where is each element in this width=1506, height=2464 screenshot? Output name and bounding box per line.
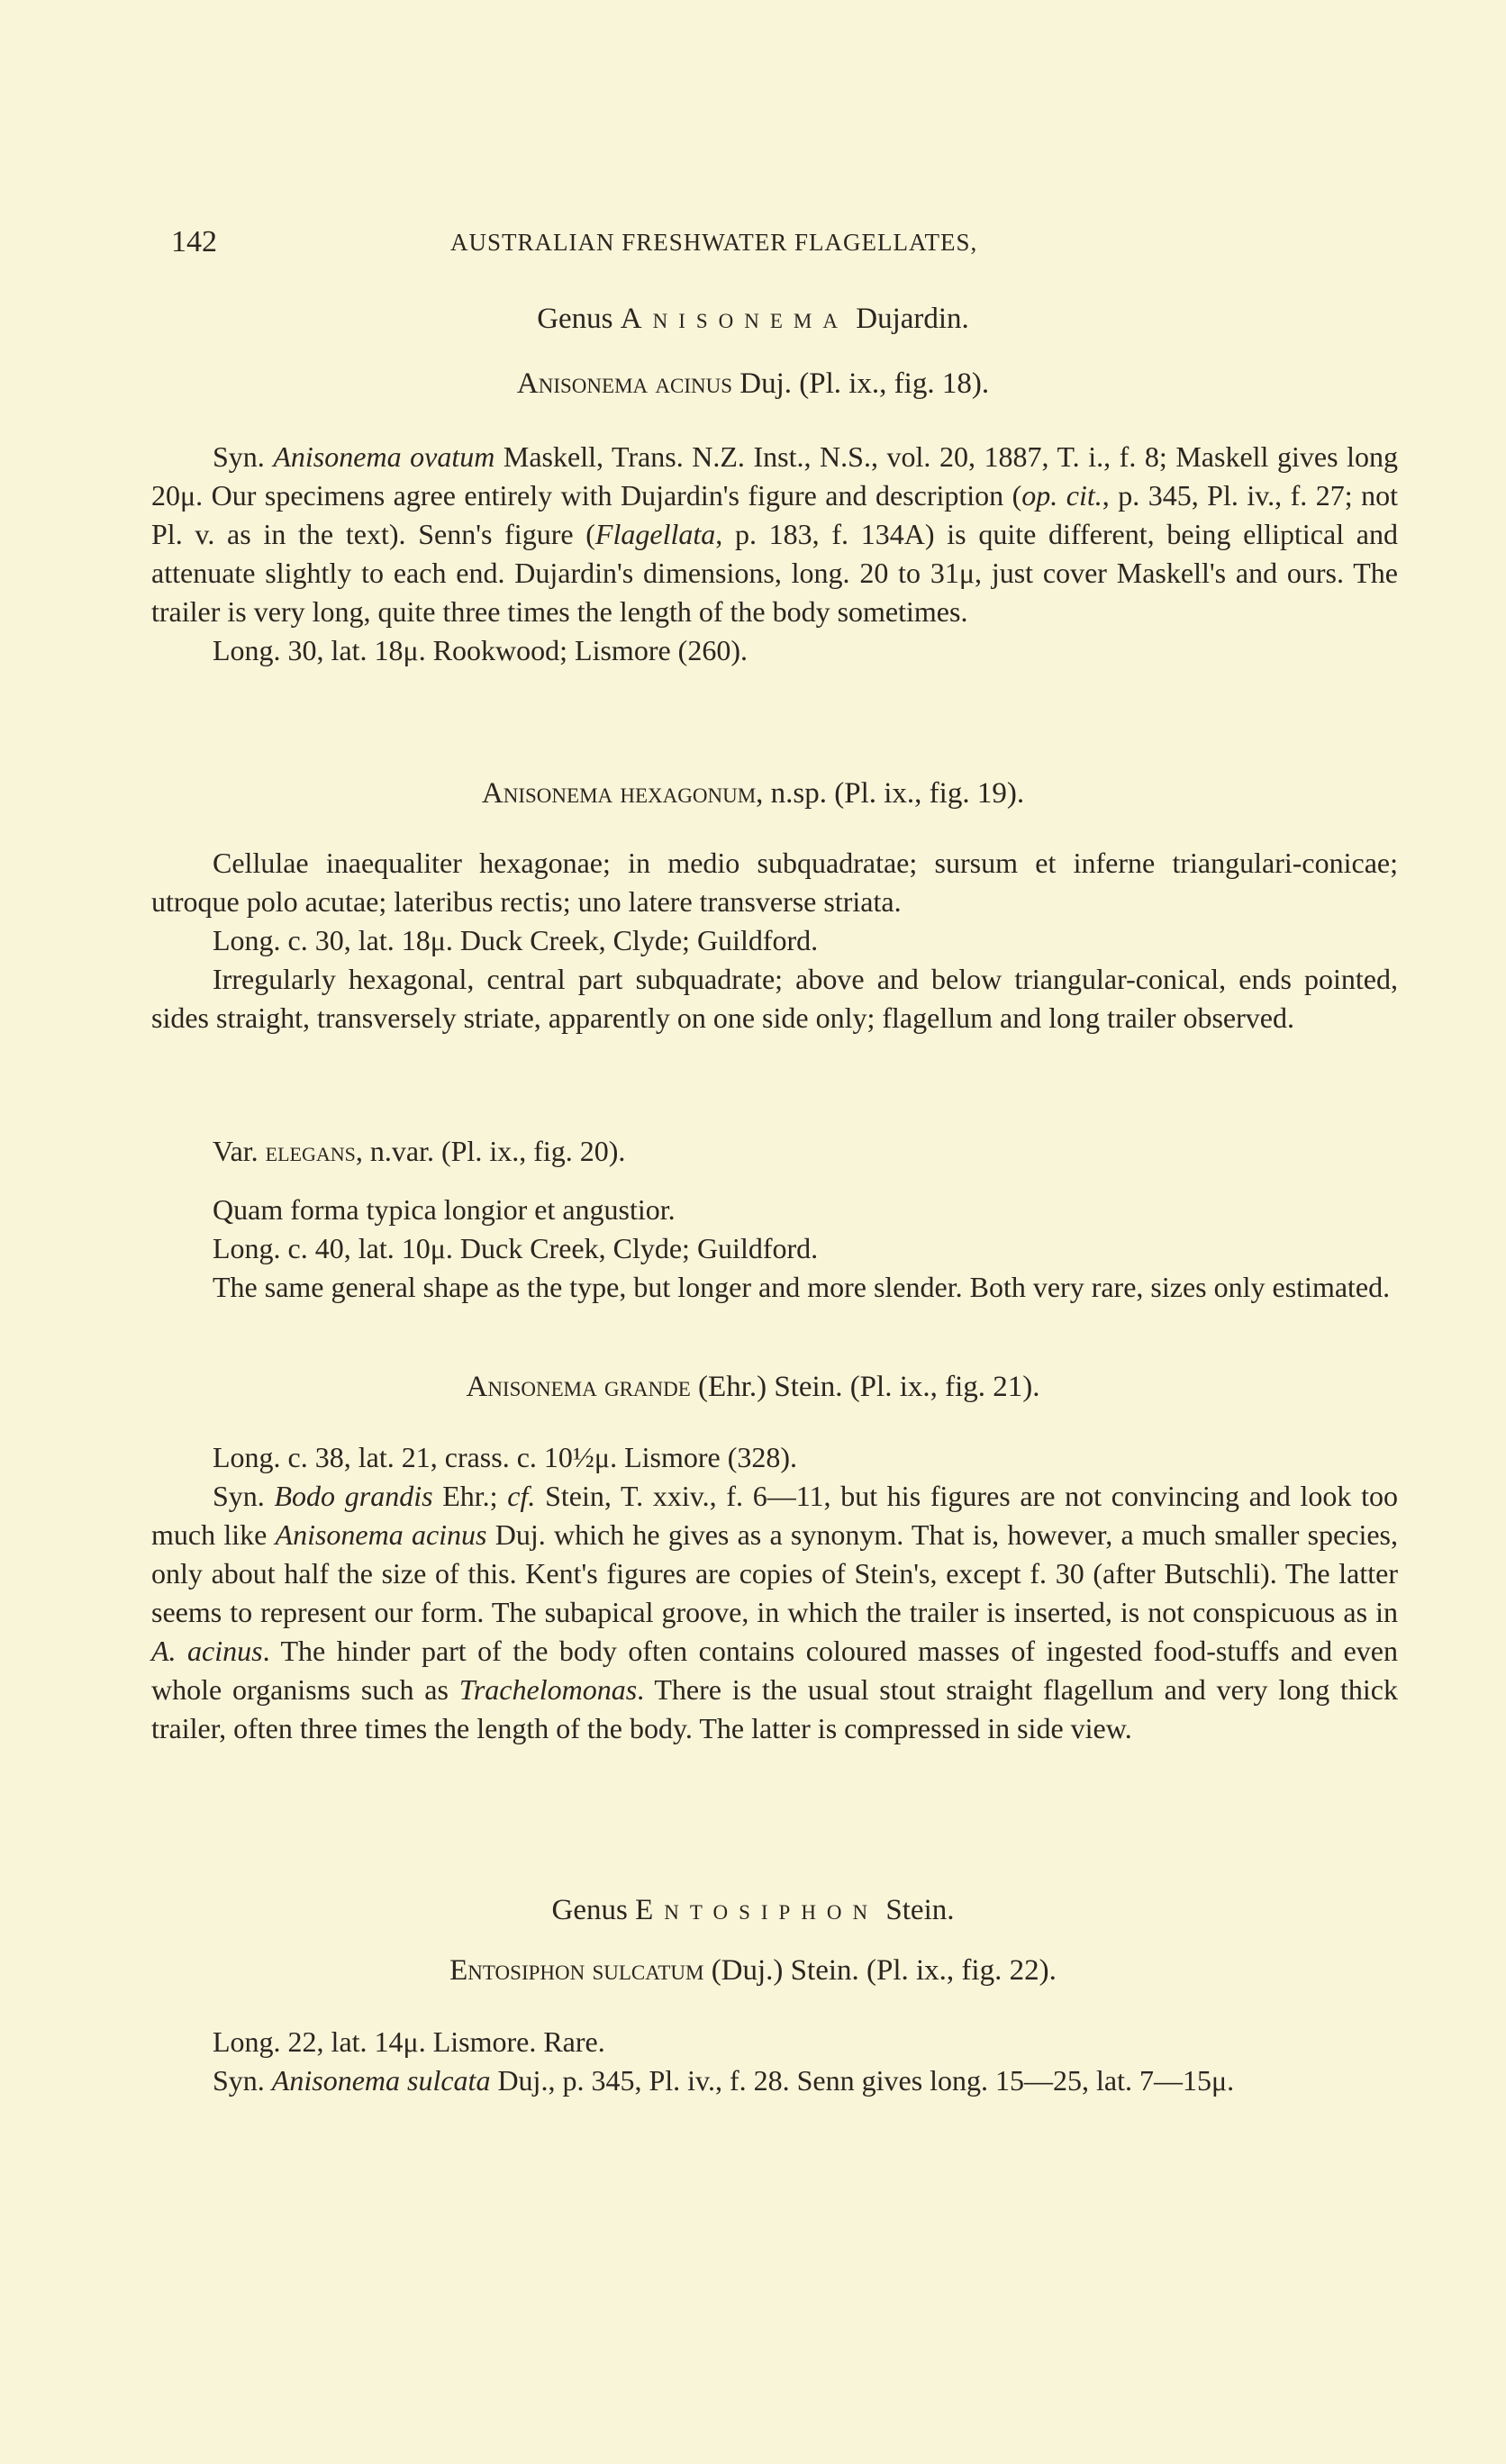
paragraph <box>151 1477 1398 1748</box>
text-run: Long. c. 40, lat. 10μ. Duck Creek, Clyde; Guildford. <box>213 1232 819 1264</box>
species-heading-hexagonum <box>0 777 1506 811</box>
species-heading-acinus <box>0 367 1506 401</box>
paragraph <box>151 921 1398 960</box>
text-run: Cellulae inaequaliter hexagonae; in medio subquadratae; sursum et inferne triangulari-conicae; utroque polo acutae; lateribus rectis; uno latere transverse striata. <box>151 847 1398 918</box>
genus-label: Genus <box>551 1894 636 1926</box>
species-reference: Duj. (Pl. ix., fig. 18). <box>732 367 990 400</box>
genus-name: Anisonema <box>620 303 848 335</box>
text-run: Stein, T. xxiv., f. 6—11, but his figures are not convincing and look too much like <box>151 1480 1399 1551</box>
text-run: Long. 22, lat. 14μ. Lismore. Rare. <box>213 2025 605 2058</box>
section-hexagonum <box>151 844 1398 1037</box>
variety-name: elegans <box>265 1135 356 1167</box>
italic-text: Flagellata <box>594 518 716 550</box>
text-run: Ehr.; <box>432 1480 508 1512</box>
species-reference: (Duj.) Stein. (Pl. ix., fig. 22). <box>703 1954 1057 1987</box>
section-grande <box>151 1438 1398 1748</box>
genus-author: Dujardin. <box>848 303 969 335</box>
species-name: Anisonema hexagonum <box>481 777 757 810</box>
section-sulcatum <box>151 2023 1398 2100</box>
species-heading-sulcatum <box>0 1954 1506 1988</box>
paragraph <box>151 438 1398 631</box>
text-run: Syn. <box>213 1480 275 1512</box>
text-run: Quam forma typica longior et angustior. <box>213 1193 676 1226</box>
text-run: Long. 30, lat. 18μ. Rookwood; Lismore (260). <box>213 634 748 666</box>
text-run: , p. 183, f. 134A) is quite different, being elliptical and attenuate slightly to each end. Dujardin's dimensions, long. 20 to 31μ, just cover Maskell's and ours. The trailer is very long, quite three times the length of the body sometimes. <box>151 518 1398 628</box>
species-reference: , n.sp. (Pl. ix., fig. 19). <box>756 777 1025 810</box>
text-run: Irregularly hexagonal, central part subquadrate; above and below triangular-conical, ends pointed, sides straight, transversely striate, apparently on one side only; flagellum and long trailer observed. <box>151 963 1398 1034</box>
paragraph <box>151 1268 1398 1307</box>
paragraph <box>151 1229 1398 1268</box>
text-run: Long. c. 38, lat. 21, crass. c. 10½μ. Lismore (328). <box>213 1441 798 1473</box>
italic-text: Anisonema ovatum <box>273 440 495 473</box>
text-run: , p. 345, Pl. iv., f. 27; not Pl. v. as in the text). Senn's figure ( <box>151 479 1399 550</box>
paragraph <box>151 2023 1398 2061</box>
italic-text: op. cit. <box>1021 479 1102 512</box>
section-elegans <box>151 1191 1398 1307</box>
variety-reference: , n.var. (Pl. ix., fig. 20). <box>355 1135 626 1167</box>
text-run: Long. c. 30, lat. 18μ. Duck Creek, Clyde; Guildford. <box>213 924 819 956</box>
italic-text: Anisonema acinus <box>275 1518 487 1551</box>
italic-text: cf. <box>507 1480 536 1512</box>
genus-heading-entosiphon <box>0 1894 1506 1927</box>
text-run: Syn. <box>213 2064 272 2097</box>
species-name: Anisonema grande <box>466 1371 691 1403</box>
text-run: Duj., p. 345, Pl. iv., f. 28. Senn gives long. 15—25, lat. 7—15μ. <box>490 2064 1235 2097</box>
text-run: Maskell, Trans. N.Z. Inst., N.S., vol. 20, 1887, T. i., f. 8; Maskell gives long 20μ. Our specimens agree entirely with Dujardin's figure and description ( <box>151 440 1399 512</box>
text-run: Duj. which he gives as a synonym. That is, however, a much smaller species, only about half the size of this. Kent's figures are copies of Stein's, except f. 30 (after Butschli). The latter seems to represent our form. The subapical groove, in which the trailer is inserted, is not conspicuous as in <box>151 1518 1399 1628</box>
italic-text: Trachelomonas <box>458 1673 638 1706</box>
species-heading-grande <box>0 1371 1506 1404</box>
section-acinus <box>151 438 1398 670</box>
text-run: The same general shape as the type, but longer and more slender. Both very rare, sizes only estimated. <box>213 1271 1391 1303</box>
species-name: Entosiphon sulcatum <box>449 1954 704 1987</box>
genus-heading-anisonema <box>0 303 1506 336</box>
genus-name: Entosiphon <box>635 1894 879 1926</box>
italic-text: Bodo grandis <box>274 1480 433 1512</box>
paragraph <box>151 1438 1398 1477</box>
variety-label: Var. <box>213 1135 266 1167</box>
variety-heading-elegans <box>151 1132 1398 1171</box>
italic-text: Anisonema sulcata <box>271 2064 491 2097</box>
text-run: Syn. <box>213 440 274 473</box>
paragraph <box>151 631 1398 670</box>
paragraph <box>151 2061 1398 2100</box>
paragraph <box>151 1191 1398 1229</box>
italic-text: A. acinus <box>151 1635 263 1667</box>
genus-label: Genus <box>537 303 621 335</box>
paragraph <box>151 960 1398 1037</box>
paragraph <box>151 844 1398 921</box>
page-number: 142 <box>171 225 217 258</box>
genus-author: Stein. <box>878 1894 955 1926</box>
species-reference: (Ehr.) Stein. (Pl. ix., fig. 21). <box>690 1371 1040 1403</box>
text-run: . The hinder part of the body often contains coloured masses of ingested food-stuffs and even whole organisms such as <box>151 1635 1399 1706</box>
running-title: AUSTRALIAN FRESHWATER FLAGELLATES, <box>450 229 978 256</box>
species-name: Anisonema acinus <box>516 367 732 400</box>
text-run: . There is the usual stout straight flagellum and very long thick trailer, often three times the length of the body. The latter is compressed in side view. <box>151 1673 1399 1744</box>
